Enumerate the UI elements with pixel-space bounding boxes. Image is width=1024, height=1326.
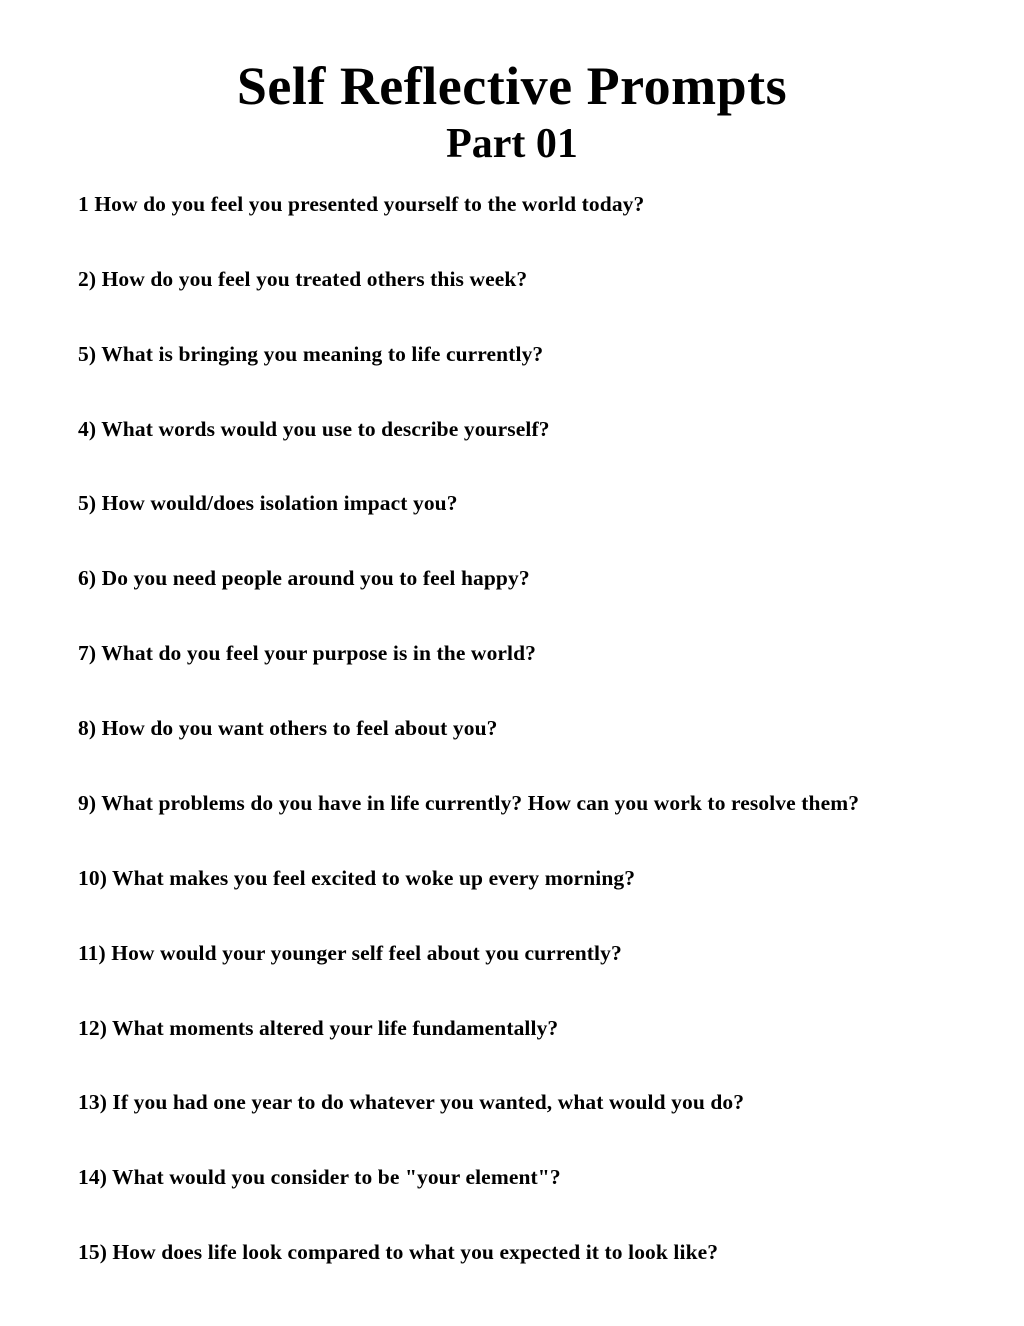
title-block bbox=[60, 58, 964, 167]
list-item: 15) How does life look compared to what you expected it to look like? bbox=[78, 1240, 719, 1265]
page-title: Self Reflective Prompts bbox=[236, 56, 788, 116]
list-item: 13) If you had one year to do whatever you wanted, what would you do? bbox=[78, 1090, 745, 1115]
list-item: 14) What would you consider to be "your element"? bbox=[78, 1165, 561, 1190]
list-item: 7) What do you feel your purpose is in the world? bbox=[78, 641, 537, 666]
list-item: 5) What is bringing you meaning to life currently? bbox=[78, 341, 544, 366]
list-item: 10) What makes you feel excited to woke up every morning? bbox=[78, 865, 636, 890]
list-item: 1 How do you feel you presented yourself to the world today? bbox=[78, 191, 645, 216]
list-item: 6) Do you need people around you to feel happy? bbox=[78, 566, 530, 591]
list-item: 11) How would your younger self feel about you currently? bbox=[78, 940, 622, 965]
list-item: 9) What problems do you have in life currently? How can you work to resolve them? bbox=[78, 790, 860, 815]
list-item: 8) How do you want others to feel about you? bbox=[78, 716, 498, 740]
list-item: 2) How do you feel you treated others this week? bbox=[78, 266, 528, 291]
prompt-list bbox=[60, 191, 964, 1266]
list-item: 12) What moments altered your life fundamentally? bbox=[78, 1015, 559, 1040]
list-item: 5) How would/does isolation impact you? bbox=[78, 491, 458, 516]
list-item: 4) What words would you use to describe yourself? bbox=[78, 416, 550, 441]
page-subtitle: Part 01 bbox=[446, 120, 578, 167]
